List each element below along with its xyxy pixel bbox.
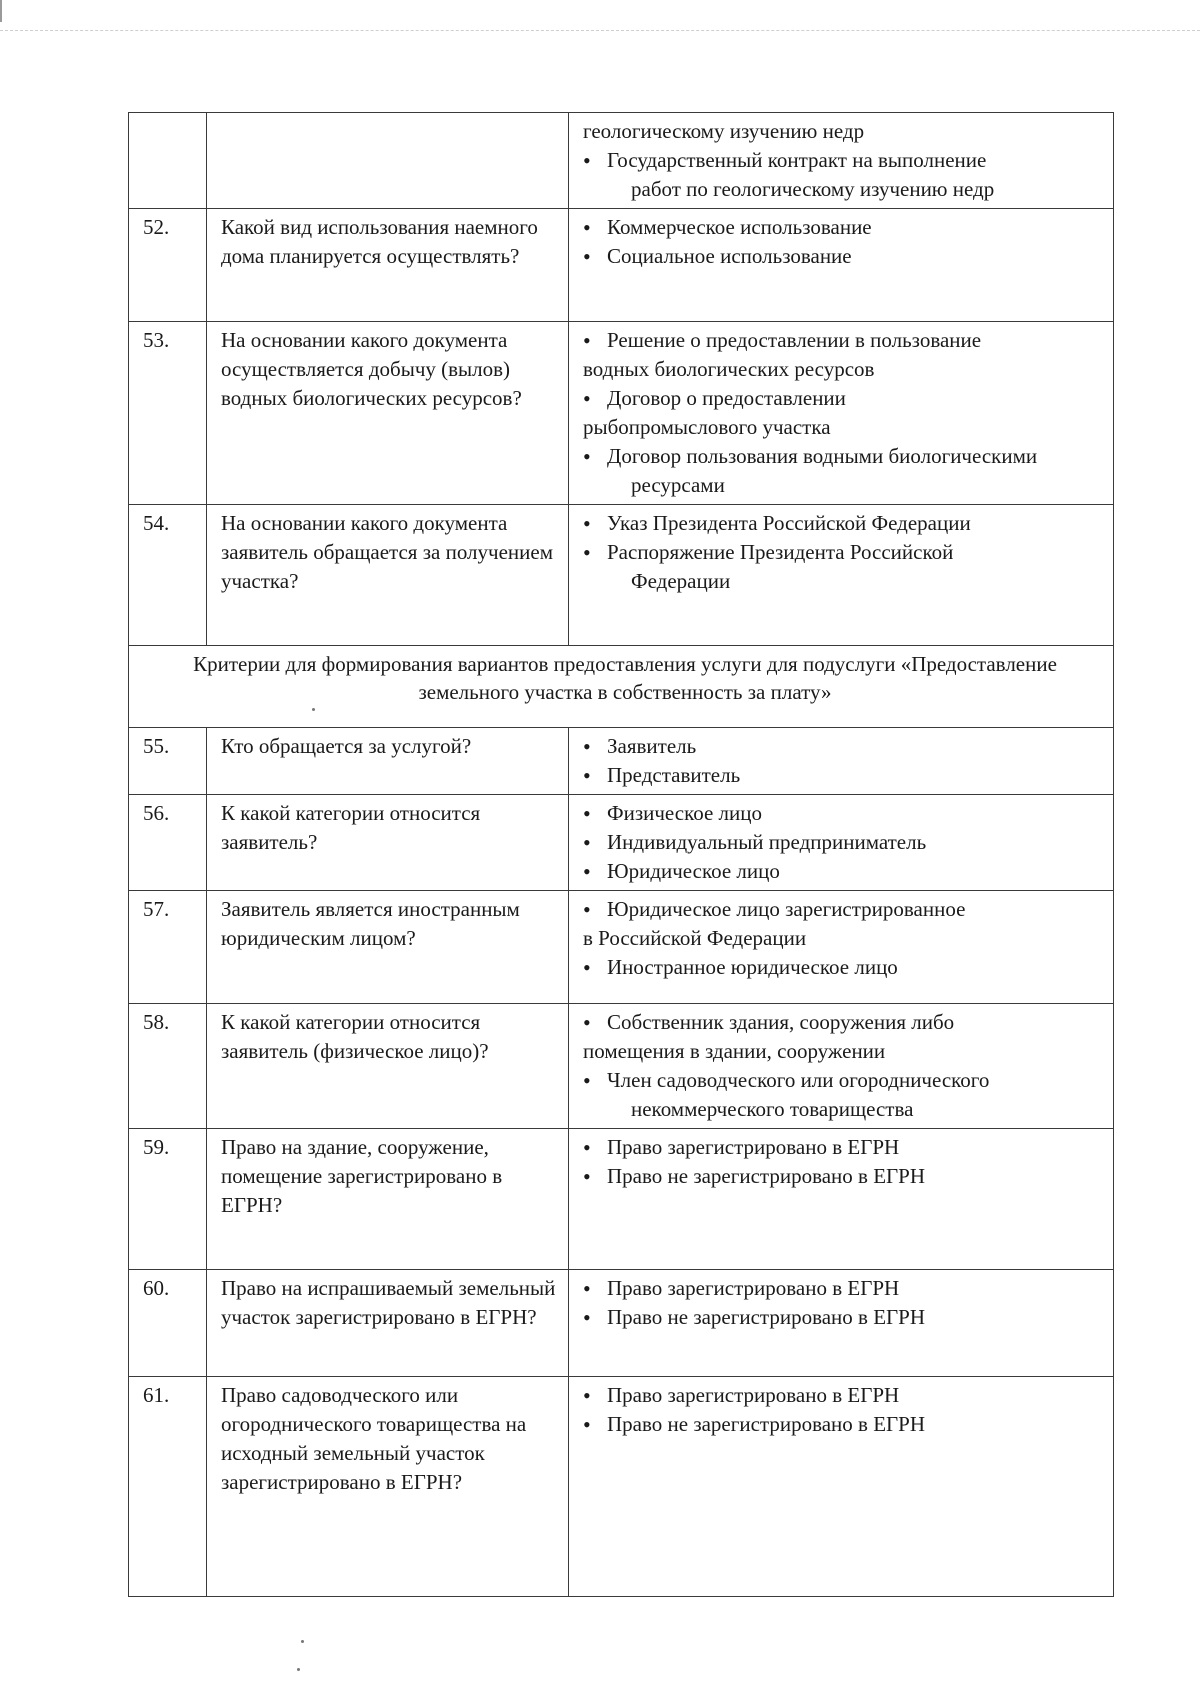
criteria-row: [129, 1129, 1114, 1270]
answer-continuation: [583, 1037, 1107, 1066]
answer-option: [583, 828, 1107, 857]
answer-options: [569, 209, 1114, 322]
answer-option: [583, 384, 1107, 413]
answer-option: [583, 242, 1107, 271]
criteria-table: [128, 112, 1114, 1597]
answer-option: [583, 1133, 1107, 1162]
answer-options: [569, 1129, 1114, 1270]
answer-option: [583, 146, 1107, 204]
criteria-row: [129, 795, 1114, 891]
question-text: Право на испрашиваемый земельный участок зарегистрировано в ЕГРН?: [207, 1270, 569, 1377]
answer-option: [583, 799, 1107, 828]
answer-continuation: [583, 924, 1107, 953]
question-text: Какой вид использования наемного дома планируется осуществлять?: [207, 209, 569, 322]
answer-option-text: Член садоводческого или огороднического: [607, 1068, 990, 1092]
answer-options: [569, 505, 1114, 646]
answer-option-text: водных биологических ресурсов: [583, 357, 875, 381]
row-number: 59.: [129, 1129, 207, 1270]
answer-option-text: Собственник здания, сооружения либо: [607, 1010, 955, 1034]
question-text: На основании какого документа осуществляется добычу (вылов) водных биологических ресурсов?: [207, 322, 569, 505]
criteria-row: [129, 209, 1114, 322]
answer-options: [569, 891, 1114, 1004]
answer-continuation: [583, 355, 1107, 384]
scan-mark: [0, 0, 2, 22]
section-title: Критерии для формирования вариантов предоставления услуги для подуслуги «Предоставление земельного участка в собственность за плату»: [129, 646, 1114, 728]
answer-option-hanging-line: Федерации: [631, 569, 731, 593]
answer-option-text: Решение о предоставлении в пользование: [607, 328, 982, 352]
answer-option-text: Социальное использование: [607, 244, 852, 268]
answer-option: [583, 326, 1107, 355]
answer-option: [583, 509, 1107, 538]
answer-option: [583, 732, 1107, 761]
answer-option-text: Право не зарегистрировано в ЕГРН: [607, 1305, 926, 1329]
criteria-row: [129, 322, 1114, 505]
answer-option: [583, 1008, 1107, 1037]
question-text: На основании какого документа заявитель обращается за получением участка?: [207, 505, 569, 646]
answer-option-text: Иностранное юридическое лицо: [607, 955, 898, 979]
answer-option: [583, 895, 1107, 924]
question-text: К какой категории относится заявитель?: [207, 795, 569, 891]
answer-option-hanging-line: некоммерческого товарищества: [631, 1097, 914, 1121]
criteria-table-body: [129, 113, 1114, 1597]
question-text: Кто обращается за услугой?: [207, 728, 569, 795]
criteria-row: [129, 891, 1114, 1004]
criteria-row: [129, 113, 1114, 209]
answer-option-text: Индивидуальный предприниматель: [607, 830, 927, 854]
answer-option-text: рыбопромыслового участка: [583, 415, 831, 439]
answer-option-text: Договор пользования водными биологическими: [607, 444, 1038, 468]
answer-continuation: [583, 117, 1107, 146]
answer-options: [569, 1270, 1114, 1377]
answer-option-text: Право зарегистрировано в ЕГРН: [607, 1383, 900, 1407]
answer-option: [583, 953, 1107, 982]
question-text: Заявитель является иностранным юридическим лицом?: [207, 891, 569, 1004]
answer-option-text: Государственный контракт на выполнение: [607, 148, 987, 172]
answer-options: [569, 322, 1114, 505]
answer-options: [569, 795, 1114, 891]
question-text: Право садоводческого или огороднического товарищества на исходный земельный участок зарегистрировано в ЕГРН?: [207, 1377, 569, 1597]
row-number: 55.: [129, 728, 207, 795]
answer-option-text: Представитель: [607, 763, 741, 787]
scan-speck: [312, 708, 315, 711]
criteria-row: [129, 505, 1114, 646]
criteria-row: [129, 1377, 1114, 1597]
answer-option-text: помещения в здании, сооружении: [583, 1039, 886, 1063]
answer-option-text: Юридическое лицо: [607, 859, 780, 883]
answer-continuation: [583, 413, 1107, 442]
row-number: 52.: [129, 209, 207, 322]
answer-option-text: Договор о предоставлении: [607, 386, 846, 410]
answer-option-hanging-line: работ по геологическому изучению недр: [631, 177, 995, 201]
answer-option-text: Право не зарегистрировано в ЕГРН: [607, 1412, 926, 1436]
answer-option-text: Коммерческое использование: [607, 215, 872, 239]
answer-options: [569, 1377, 1114, 1597]
row-number: 58.: [129, 1004, 207, 1129]
answer-option-text: геологическому изучению недр: [583, 119, 865, 143]
answer-option: [583, 857, 1107, 886]
answer-option: [583, 442, 1107, 500]
answer-option-text: Право не зарегистрировано в ЕГРН: [607, 1164, 926, 1188]
row-number: 57.: [129, 891, 207, 1004]
criteria-row: [129, 1004, 1114, 1129]
answer-option-text: Заявитель: [607, 734, 697, 758]
answer-option: [583, 1066, 1107, 1124]
answer-option-text: в Российской Федерации: [583, 926, 807, 950]
section-header-row: [129, 646, 1114, 728]
answer-options: [569, 113, 1114, 209]
answer-option: [583, 761, 1107, 790]
scan-speck: [297, 1668, 300, 1671]
question-text: Право на здание, сооружение, помещение зарегистрировано в ЕГРН?: [207, 1129, 569, 1270]
answer-option: [583, 213, 1107, 242]
answer-option-text: Право зарегистрировано в ЕГРН: [607, 1276, 900, 1300]
answer-option-text: Физическое лицо: [607, 801, 763, 825]
answer-option-text: Распоряжение Президента Российской: [607, 540, 954, 564]
answer-option: [583, 1303, 1107, 1332]
answer-option-hanging-line: ресурсами: [631, 473, 725, 497]
row-number: 53.: [129, 322, 207, 505]
answer-options: [569, 1004, 1114, 1129]
answer-option-text: Указ Президента Российской Федерации: [607, 511, 971, 535]
answer-option: [583, 1274, 1107, 1303]
question-text: К какой категории относится заявитель (физическое лицо)?: [207, 1004, 569, 1129]
answer-option: [583, 1410, 1107, 1439]
row-number: 60.: [129, 1270, 207, 1377]
criteria-row: [129, 728, 1114, 795]
answer-option: [583, 1162, 1107, 1191]
question-text: [207, 113, 569, 209]
row-number: 56.: [129, 795, 207, 891]
criteria-row: [129, 1270, 1114, 1377]
row-number: 61.: [129, 1377, 207, 1597]
scan-edge-line: [0, 30, 1200, 31]
answer-option: [583, 538, 1107, 596]
answer-option-text: Право зарегистрировано в ЕГРН: [607, 1135, 900, 1159]
answer-option-text: Юридическое лицо зарегистрированное: [607, 897, 966, 921]
scan-speck: [301, 1640, 304, 1643]
answer-options: [569, 728, 1114, 795]
row-number: [129, 113, 207, 209]
answer-option: [583, 1381, 1107, 1410]
row-number: 54.: [129, 505, 207, 646]
